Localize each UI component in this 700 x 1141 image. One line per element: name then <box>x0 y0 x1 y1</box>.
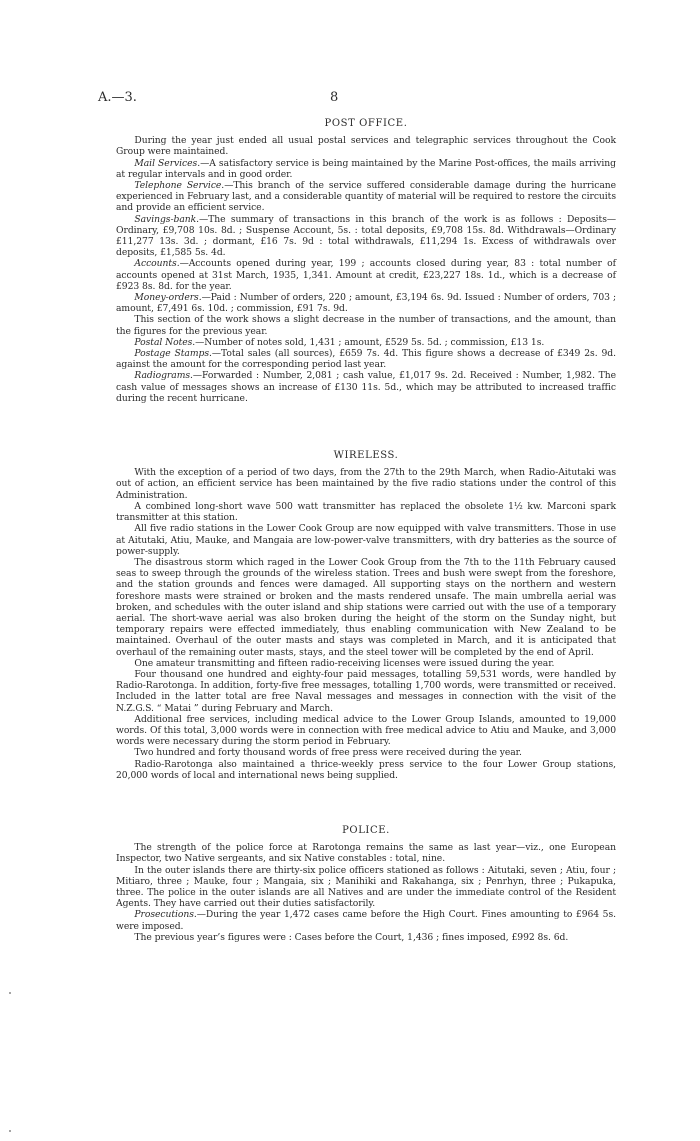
paragraph: Two hundred and forty thousand words of free press were received during the year. <box>134 747 522 759</box>
paragraph-mail-services: Mail Services.—A satisfactory service is being maintained by the Marine Post-offices, the mails arriving at regular intervals and in good order. <box>116 157 617 180</box>
paper-reference: A.—3. <box>98 90 137 105</box>
paragraph: The previous year’s figures were : Cases before the Court, 1,436 ; fines imposed, £992 8s. 6d. <box>134 931 569 943</box>
paragraph: During the year just ended all usual postal services and telegraphic services throughout the Cook Group were maintained. <box>116 135 616 158</box>
section-title: WIRELESS. <box>333 450 399 462</box>
paragraph-postal-notes: Postal Notes.—Number of notes sold, 1,431 ; amount, £529 5s. 5d. ; commission, £13 1s. <box>134 336 545 348</box>
paragraph-radiograms: Radiograms.—Forwarded : Number, 2,081 ; cash value, £1,017 9s. 2d. Received : Number, 1,982. The cash value of messages shows an increase of £130 11s. 5d., which may be attributed to increased traffic during the recent hurricane. <box>116 370 616 404</box>
paragraph-accounts: Accounts.—Accounts opened during year, 199 ; accounts closed during year, 83 : total number of accounts opened at 31st March, 1935, 1,341. Amount at credit, £23,227 18s. 1d., which is a decrease of £923 8s. 8d. for the year. <box>116 258 616 292</box>
paragraph: All five radio stations in the Lower Cook Group are now equipped with valve transmitters. Those in use at Aitutaki, Atiu, Mauke, and Mangaia are low-power-valve transmitters, with dry batteries as the source of power-supply. <box>116 523 616 557</box>
section-title: POLICE. <box>342 824 390 836</box>
paragraph-postage-stamps: Postage Stamps.—Total sales (all sources), £659 7s. 4d. This figure shows a decrease of £349 2s. 9d. against the amount for the corresponding period last year. <box>116 348 617 371</box>
section-police <box>116 825 616 943</box>
paragraph: Radio-Rarotonga also maintained a thrice-weekly press service to the four Lower Group stations, 20,000 words of local and international news being supplied. <box>116 758 616 781</box>
paragraph: Additional free services, including medical advice to the Lower Group Islands, amounted to 19,000 words. Of this total, 3,000 words were in connection with free medical advice to Atiu and Mauke, and 3,000 words were necessary during the storm period in February. <box>116 713 616 748</box>
paragraph: Four thousand one hundred and eighty-four paid messages, totalling 59,531 words, were handled by Radio-Rarotonga. In addition, forty-five free messages, totalling 1,700 words, were transmitted or received. Included in the latter total are free Naval messages and messages in connection with the visit of the N.Z.G.S. “ Matai ” during February and March. <box>116 668 616 714</box>
page-header <box>98 90 628 106</box>
paragraph: The strength of the police force at Rarotonga remains the same as last year—viz., one European Inspector, two Native sergeants, and six Native constables : total, nine. <box>116 842 616 865</box>
paragraph-prosecutions: Prosecutions.—During the year 1,472 cases came before the High Court. Fines amounting to £964 5s. were imposed. <box>116 909 616 932</box>
page-number: 8 <box>330 90 339 105</box>
paragraph: The disastrous storm which raged in the Lower Cook Group from the 7th to the 11th February caused seas to sweep through the grounds of the wireless station. Trees and bush were swept from the foreshore, and the station grounds and fences were damaged. All supporting stays on the northern and western foreshore masts were strained or broken and the masts rendered unsafe. The main umbrella aerial was broken, and schedules with the outer island and ship stations were carried out with the use of a temporary aerial. The short-wave aerial was also broken during the height of the storm on the Sunday night, but temporary repairs were effected immediately, thus enabling communication with New Zealand to be maintained. Overhaul of the outer masts and stays was completed in March, and it is anticipated that overhaul of the remaining outer masts, stays, and the steel tower will be completed by the end of April. <box>116 556 616 658</box>
paragraph: With the exception of a period of two days, from the 27th to the 29th March, when Radio-Aitutaki was out of action, an efficient service has been maintained by the five radio stations under the control of this Administration. <box>116 467 616 501</box>
section-post-office <box>116 118 616 404</box>
scan-speck <box>9 992 11 994</box>
paragraph-telephone-service: Telephone Service.—This branch of the service suffered considerable damage during the hurricane experienced in February last, and a considerable quantity of material will be required to restore the circuits and provide an efficient service. <box>116 180 617 214</box>
paragraph: One amateur transmitting and fifteen radio-receiving licenses were issued during the year. <box>134 657 555 669</box>
scan-speck <box>9 1130 11 1132</box>
paragraph-money-orders: Money-orders.—Paid : Number of orders, 220 ; amount, £3,194 6s. 9d. Issued : Number of orders, 703 ; amount, £7,491 6s. 10d. ; commission, £91 7s. 9d. <box>116 292 616 315</box>
section-title: POST OFFICE. <box>324 118 408 129</box>
paragraph: This section of the work shows a slight decrease in the number of transactions, and the amount, than the figures for the previous year. <box>116 314 616 337</box>
page-content <box>116 118 616 943</box>
paragraph: A combined long-short wave 500 watt transmitter has replaced the obsolete 1½ kw. Marconi spark transmitter at this station. <box>116 500 616 524</box>
paragraph: In the outer islands there are thirty-six police officers stationed as follows : Aitutaki, seven ; Atiu, four ; Mitiaro, three ; Mauke, four ; Mangaia, six ; Manihiki and Rakahanga, six ; Penrhyn, three ; Pukapuka, three. The police in the outer islands are all Natives and are under the immediate control of the Resident Agents. They have carried out their duties satisfactorily. <box>116 864 616 910</box>
section-wireless <box>116 450 616 781</box>
paragraph-savings-bank: Savings-bank.—The summary of transactions in this branch of the work is as follows : Deposits—Ordinary, £9,708 10s. 8d. ; Suspense Account, 5s. : total deposits, £9,708 15s. 8d. Withdrawals—Ordinary £11,277 13s. 3d. ; dormant, £16 7s. 9d : total withdrawals, £11,294 1s. Excess of withdrawals over deposits, £1,585 5s. 4d. <box>116 213 616 259</box>
